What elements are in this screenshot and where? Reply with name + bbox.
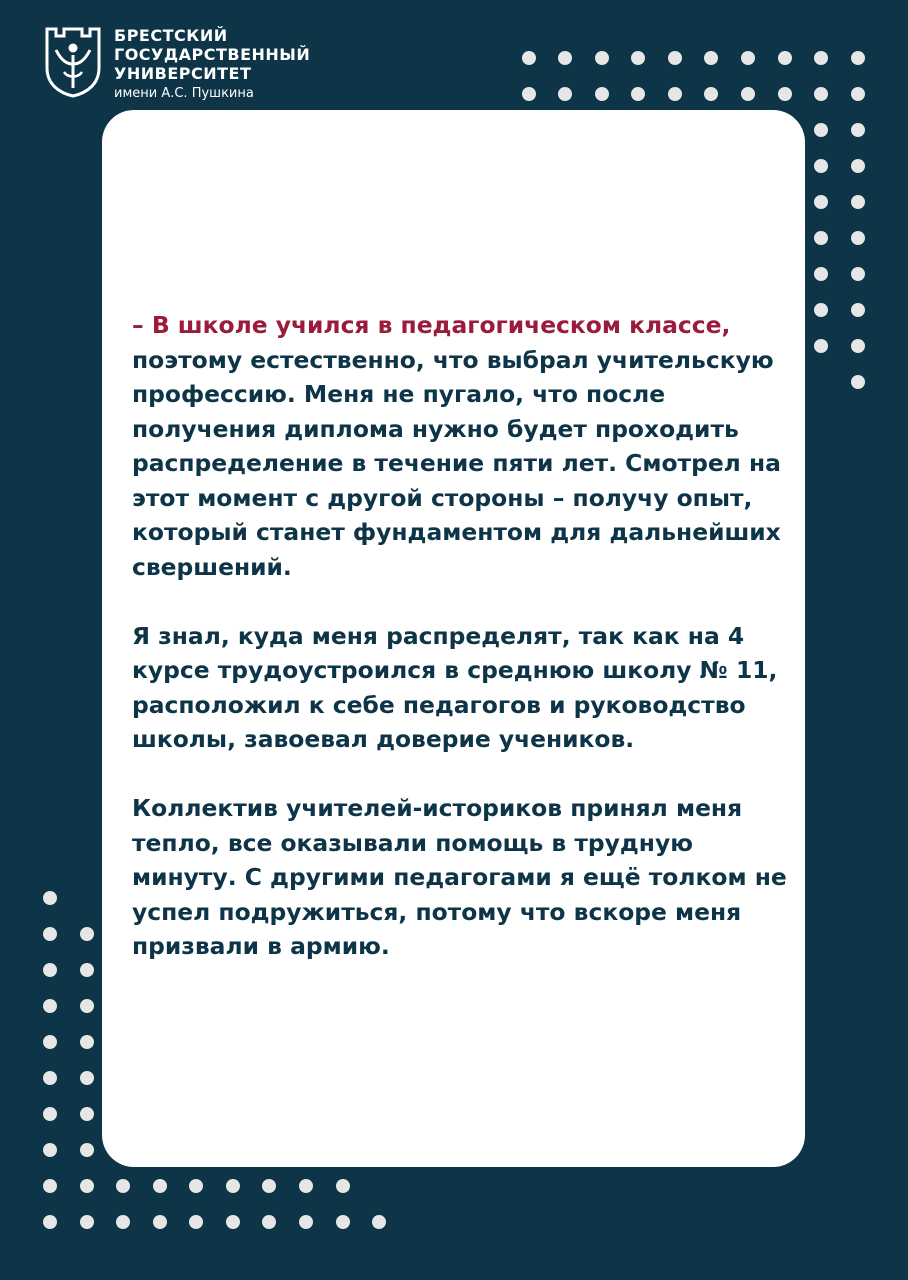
decorative-dot: [558, 51, 572, 65]
decorative-dot: [43, 1179, 57, 1193]
logo-title-line-2: ГОСУДАРСТВЕННЫЙ: [114, 45, 311, 64]
decorative-dot: [522, 87, 536, 101]
decorative-dot: [43, 891, 57, 905]
decorative-dot: [116, 1179, 130, 1193]
decorative-dot: [116, 1215, 130, 1229]
decorative-dot: [43, 963, 57, 977]
decorative-dot: [741, 87, 755, 101]
decorative-dot: [851, 159, 865, 173]
decorative-dot: [595, 51, 609, 65]
paragraph-1: [132, 308, 792, 584]
decorative-dot: [814, 267, 828, 281]
university-logo: [44, 26, 310, 103]
decorative-dot: [631, 51, 645, 65]
decorative-dot: [153, 1215, 167, 1229]
decorative-dot: [851, 231, 865, 245]
decorative-dot: [522, 51, 536, 65]
decorative-dot: [80, 1107, 94, 1121]
quote-text: [132, 308, 792, 998]
decorative-dot: [226, 1215, 240, 1229]
decorative-dot: [80, 1071, 94, 1085]
decorative-dot: [814, 339, 828, 353]
decorative-dot: [778, 51, 792, 65]
paragraph-2-text: Я знал, куда меня распределят, так как на 4 курсе трудоустроился в среднюю школу № 11, расположил к себе педагогов и руководство школы, завоевал доверие учеников.: [132, 621, 778, 753]
paragraph-1-text: поэтому естественно, что выбрал учительскую профессию. Меня не пугало, что после получения диплома нужно будет проходить распределение в течение пяти лет. Смотрел на этот момент с другой стороны – получу опыт, который станет фундаментом для дальнейших свершений.: [132, 345, 781, 581]
decorative-dot: [778, 87, 792, 101]
decorative-dot: [851, 303, 865, 317]
decorative-dot: [299, 1179, 313, 1193]
decorative-dot: [299, 1215, 313, 1229]
decorative-dot: [704, 51, 718, 65]
decorative-dot: [43, 1071, 57, 1085]
decorative-dot: [80, 1215, 94, 1229]
decorative-dot: [814, 87, 828, 101]
decorative-dot: [43, 999, 57, 1013]
paragraph-3: [132, 791, 792, 964]
decorative-dot: [80, 1035, 94, 1049]
decorative-dot: [43, 1143, 57, 1157]
decorative-dot: [372, 1215, 386, 1229]
decorative-dot: [851, 267, 865, 281]
decorative-dot: [814, 231, 828, 245]
decorative-dot: [80, 963, 94, 977]
decorative-dot: [153, 1179, 167, 1193]
decorative-dot: [814, 303, 828, 317]
decorative-dot: [262, 1179, 276, 1193]
university-emblem-icon: [44, 26, 102, 98]
decorative-dot: [814, 51, 828, 65]
decorative-dot: [704, 87, 718, 101]
decorative-dot: [851, 195, 865, 209]
decorative-dot: [558, 87, 572, 101]
decorative-dot: [80, 1179, 94, 1193]
paragraph-3-text: Коллектив учителей-историков принял меня тепло, все оказывали помощь в трудную минуту. С другими педагогами я ещё толком не успел подружиться, потому что вскоре меня призвали в армию.: [132, 794, 787, 960]
decorative-dot: [189, 1215, 203, 1229]
decorative-dot: [43, 1215, 57, 1229]
decorative-dot: [851, 375, 865, 389]
decorative-dot: [80, 927, 94, 941]
paragraph-2: [132, 619, 792, 757]
decorative-dot: [43, 927, 57, 941]
decorative-dot: [814, 123, 828, 137]
decorative-dot: [814, 159, 828, 173]
decorative-dot: [262, 1215, 276, 1229]
decorative-dot: [814, 195, 828, 209]
decorative-dot: [80, 999, 94, 1013]
decorative-dot: [189, 1179, 203, 1193]
decorative-dot: [43, 1035, 57, 1049]
decorative-dot: [226, 1179, 240, 1193]
decorative-dot: [851, 339, 865, 353]
decorative-dot: [80, 1143, 94, 1157]
decorative-dot: [851, 123, 865, 137]
decorative-dot: [43, 1107, 57, 1121]
logo-title-line-1: БРЕСТСКИЙ: [114, 26, 228, 45]
quote-card: [102, 110, 805, 1167]
decorative-dot: [595, 87, 609, 101]
decorative-dot: [668, 51, 682, 65]
decorative-dot: [336, 1179, 350, 1193]
logo-title-line-3: УНИВЕРСИТЕТ: [114, 64, 252, 83]
logo-subtitle: имени А.С. Пушкина: [114, 86, 254, 101]
decorative-dot: [851, 87, 865, 101]
paragraph-1-highlight: – В школе учился в педагогическом классе,: [132, 311, 731, 339]
decorative-dot: [336, 1215, 350, 1229]
decorative-dot: [668, 87, 682, 101]
decorative-dot: [741, 51, 755, 65]
decorative-dot: [851, 51, 865, 65]
decorative-dot: [631, 87, 645, 101]
